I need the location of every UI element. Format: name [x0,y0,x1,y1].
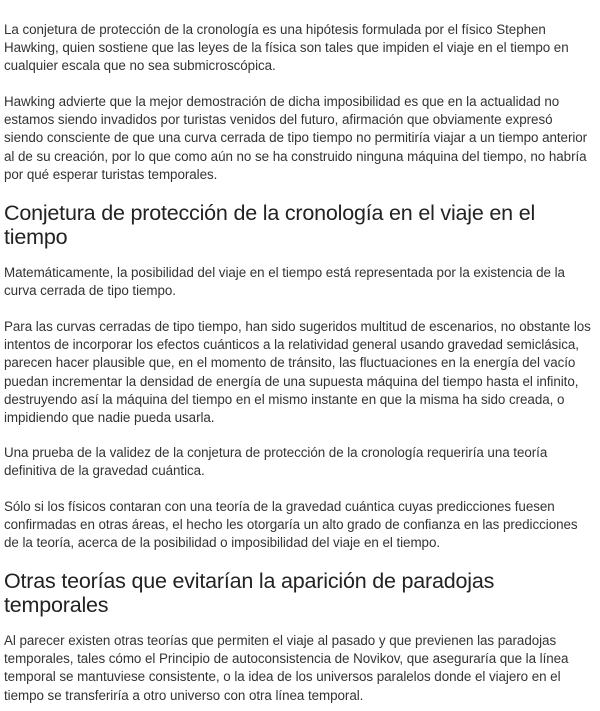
paragraph-intro: La conjetura de protección de la cronología es una hipótesis formulada por el físico Stephen Hawking, quien sostiene que las leyes de la física son tales que impiden el viaje en el tiempo en cualquier escala que no sea submicroscópica. [4,22,569,74]
paragraph-closed-timelike-curves: Para las curvas cerradas de tipo tiempo, han sido sugeridos multitud de escenarios, no obstante los intentos de incorporar los efectos cuánticos a la relatividad general usando gravedad semiclásica, parecen hacer plausible que, en el momento de tránsito, las fluctuaciones en la energía del vacío puedan incrementar la densidad de energía de una supuesta máquina del tiempo hasta el infinito, destruyendo así la máquina del tiempo en el mismo instante en que la misma ha sido creada, o impidiendo que nadie pueda usarla. [4,319,591,426]
section-heading-chronology-protection: Conjetura de protección de la cronología en el viaje en el tiempo [4,201,536,249]
section-heading-other-theories: Otras teorías que evitarían la aparición de paradojas temporales [4,569,495,617]
paragraph-mathematical-representation: Matemáticamente, la posibilidad del viaje en el tiempo está representada por la existencia de la curva cerrada de tipo tiempo. [4,265,565,299]
paragraph-hawking-tourists: Hawking advierte que la mejor demostración de dicha imposibilidad es que en la actualidad no estamos siendo invadidos por turistas venidos del futuro, afirmación que obviamente expresó siendo consciente de que una curva cerrada de tipo tiempo no permitiría viajar a un tiempo anterior al de su creación, por lo que como aún no se ha construido ninguna máquina del tiempo, no habría por qué esperar turistas temporales. [4,94,588,182]
paragraph-quantum-gravity-proof: Una prueba de la validez de la conjetura de protección de la cronología requeriría una teoría definitiva de la gravedad cuántica. [4,445,548,479]
paragraph-novikov-parallel-universes: Al parecer existen otras teorías que permiten el viaje al pasado y que previenen las paradojas temporales, tales cómo el Principio de autoconsistencia de Novikov, que aseguraría que la línea temporal se mantuviese consistente, o la idea de los universos paralelos donde el viajero en el tiempo se transferiría a otro universo con otra línea temporal. [4,633,569,703]
paragraph-physicists-confidence: Sólo si los físicos contaran con una teoría de la gravedad cuántica cuyas predicciones fuesen confirmadas en otras áreas, el hecho les otorgaría un alto grado de confianza en las predicciones de la teoría, acerca de la posibilidad o imposibilidad del viaje en el tiempo. [4,499,578,551]
